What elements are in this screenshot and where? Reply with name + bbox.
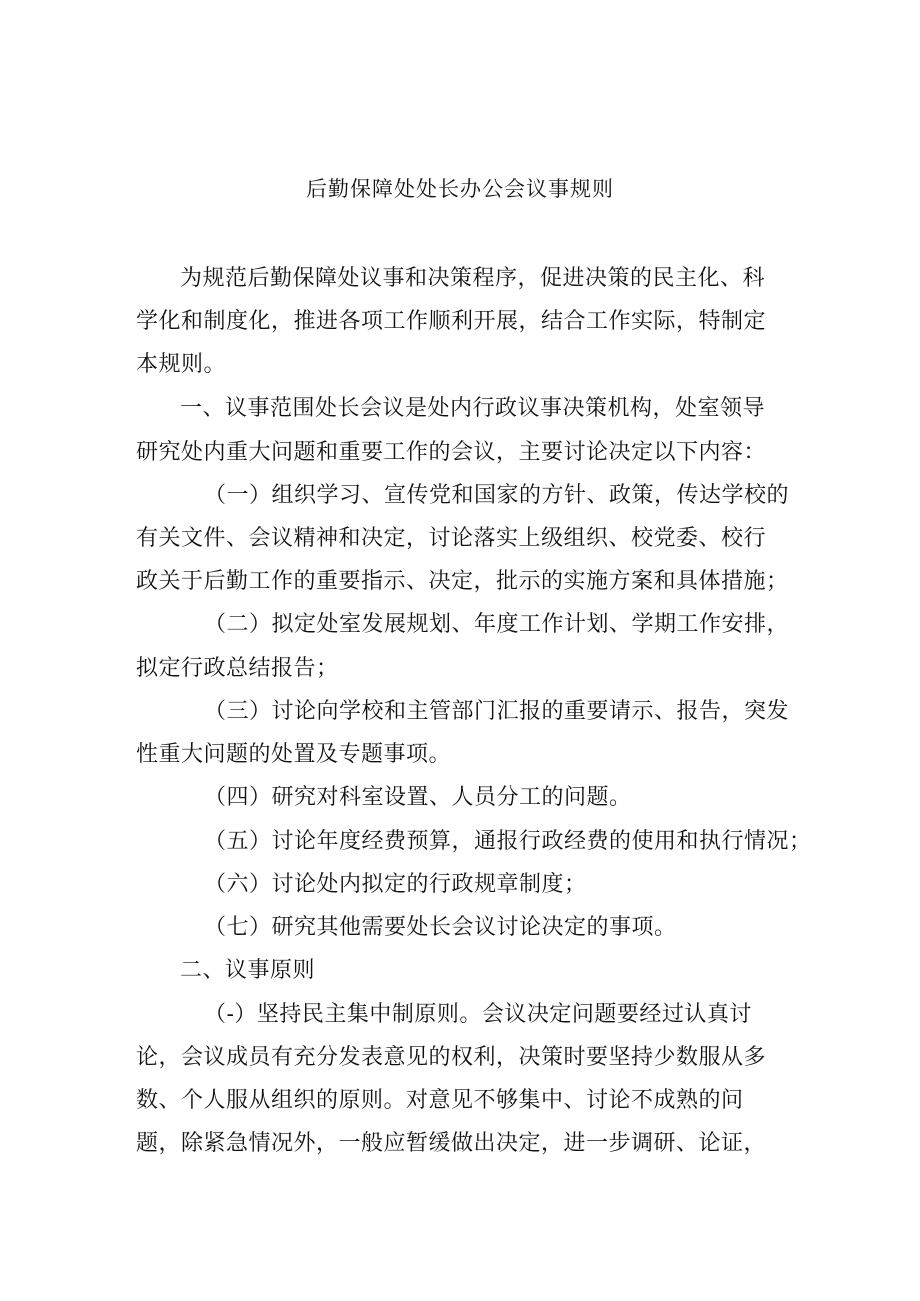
document-title: 后勤保障处处长办公会议事规则 [306,177,614,201]
body-line-8: 政关于后勤工作的重要指示、决定，批示的实施方案和具体措施； [136,569,789,594]
body-line-21: 题，除紧急情况外，一般应暂缓做出决定，进一步调研、论证， [136,1131,767,1156]
body-line-7: 有关文件、会议精神和决定，讨论落实上级组织、校党委、校行 [136,526,767,551]
body-line-9: （二）拟定处室发展规划、年度工作计划、学期工作安排， [204,612,790,637]
body-line-15: （六）讨论处内拟定的行政规章制度； [204,872,587,897]
body-line-20: 数、个人服从组织的原则。对意见不够集中、讨论不成熟的问 [136,1088,744,1113]
body-line-16: （七）研究其他需要处长会议讨论决定的事项。 [204,915,677,940]
body-line-6: （一）组织学习、宣传党和国家的方针、政策，传达学校的 [204,483,790,508]
body-line-4: 一、议事范围处长会议是处内行政议事决策机构，处室领导 [180,396,766,421]
body-line-5: 研究处内重大问题和重要工作的会议，主要讨论决定以下内容： [136,440,767,465]
body-line-17: 二、议事原则 [180,958,316,983]
body-line-13: （四）研究对科室设置、人员分工的问题。 [204,785,632,810]
body-line-2: 学化和制度化，推进各项工作顺利开展，结合工作实际，特制定 [136,309,767,334]
body-line-12: 性重大问题的处置及专题事项。 [136,742,452,767]
body-line-11: （三）讨论向学校和主管部门汇报的重要请示、报告，突发 [204,699,790,724]
body-line-1: 为规范后勤保障处议事和决策程序，促进决策的民主化、科 [180,266,766,291]
body-line-18: （-）坚持民主集中制原则。会议决定问题要经过认真讨 [204,1002,752,1027]
body-line-19: 论，会议成员有充分发表意见的权利，决策时要坚持少数服从多 [136,1045,767,1070]
body-line-14: （五）讨论年度经费预算，通报行政经费的使用和执行情况； [204,829,812,854]
body-line-10: 拟定行政总结报告； [136,656,339,681]
body-line-3: 本规则。 [136,352,227,377]
